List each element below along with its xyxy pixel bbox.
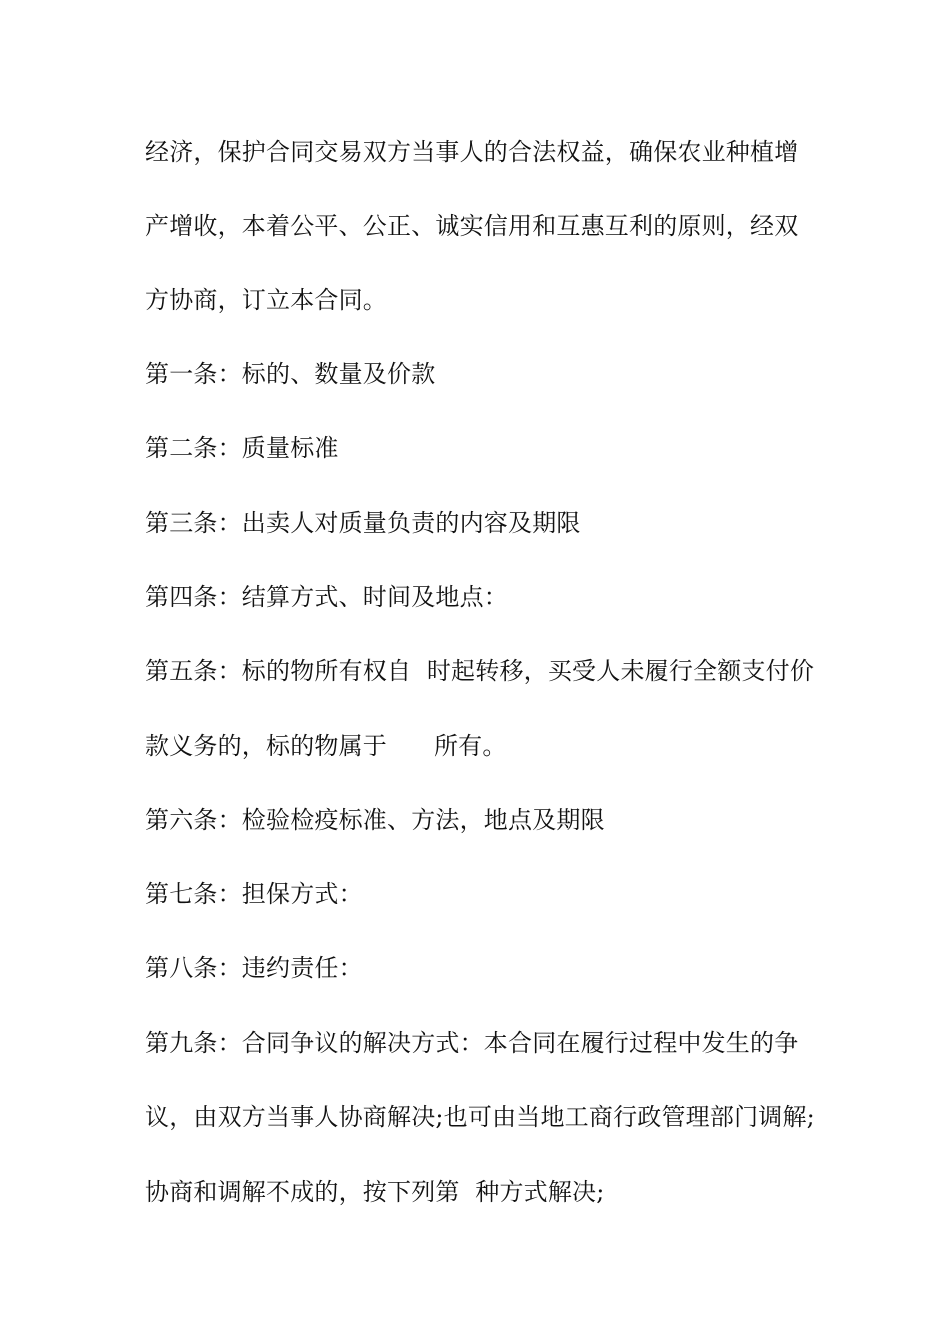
article-2-line: 第二条：质量标准 xyxy=(145,434,339,462)
article-6-line: 第六条：检验检疫标准、方法，地点及期限 xyxy=(145,806,605,834)
paragraph-line: 产增收，本着公平、公正、诚实信用和互惠互利的原则，经双 xyxy=(145,212,799,240)
paragraph-line: 经济，保护合同交易双方当事人的合法权益，确保农业种植增 xyxy=(145,138,799,166)
article-1-line: 第一条：标的、数量及价款 xyxy=(145,360,436,388)
article-7-line: 第七条：担保方式： xyxy=(145,880,363,908)
article-9-line: 第九条：合同争议的解决方式：本合同在履行过程中发生的争 xyxy=(145,1029,799,1057)
article-4-line: 第四条：结算方式、时间及地点： xyxy=(145,583,508,611)
paragraph-line: 方协商，订立本合同。 xyxy=(145,286,387,314)
article-9-continuation: 议，由双方当事人协商解决;也可由当地工商行政管理部门调解; xyxy=(145,1103,815,1131)
article-5-continuation: 款义务的，标的物属于 所有。 xyxy=(145,732,507,760)
article-8-line: 第八条：违约责任： xyxy=(145,954,363,982)
article-3-line: 第三条：出卖人对质量负责的内容及期限 xyxy=(145,509,581,537)
article-9-continuation: 协商和调解不成的，按下列第 种方式解决; xyxy=(145,1178,605,1206)
article-5-line: 第五条：标的物所有权自 时起转移，买受人未履行全额支付价 xyxy=(145,657,815,685)
